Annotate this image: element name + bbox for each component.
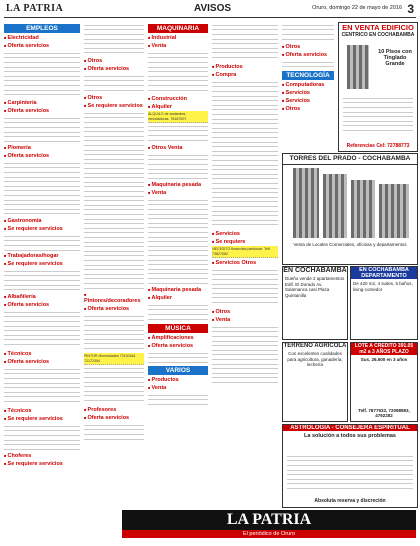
page-number: 3 — [407, 2, 414, 16]
ads-block — [84, 313, 144, 353]
ad-coch2-text: De 420 m2, 4 suites, 5 baños, living-comedor — [353, 281, 413, 292]
subcat-otros-c4: ■ Otros — [212, 309, 278, 315]
subcat-industrial-venta: ■ Venta — [148, 43, 208, 49]
subcat-industrial: ■ Industrial — [148, 35, 208, 41]
subcat-electricidad-oferta: ■ Oferta servicios — [4, 43, 80, 49]
subcat-productos: ■ Productos — [148, 377, 208, 383]
subcat-pintores: ■ Pintores/decoradores — [84, 292, 144, 304]
column-3 — [148, 22, 208, 508]
ads-block — [84, 422, 144, 442]
ads-block — [212, 324, 278, 384]
footer-slogan: El periódico de Oruro — [122, 530, 416, 538]
subcat-otros: ■ Otros — [84, 58, 144, 64]
ad-coch1-title: EN COCHABAMBA — [283, 267, 347, 274]
highlighted-ad: NECESITO financista particular. Telf. 73827082 — [212, 246, 278, 258]
subcat-maq-pesada-alquiler: ■ Alquiler — [148, 295, 208, 301]
ads-block — [287, 453, 413, 489]
ad-lote-text: Sus. 26.500 en 3 años — [360, 357, 408, 362]
subcat-amplificaciones: ■ Amplificaciones — [148, 335, 208, 341]
subcat-productos-c: ■ Productos — [212, 64, 278, 70]
subcat-carpinteria-oferta: ■ Oferta servicios — [4, 108, 80, 114]
subcat-trabajadoras-req: ■ Se requiere servicios — [4, 261, 80, 267]
subcat-amplificaciones-oferta: ■ Oferta servicios — [148, 343, 208, 349]
subcat-maq-pesada: ■ Maquinaria pesada — [148, 182, 208, 188]
subcat-construccion: ■ Construcción — [148, 96, 208, 102]
ads-block — [4, 50, 80, 98]
ads-block — [148, 50, 208, 94]
category-maquinaria: MAQUINARIA — [148, 24, 208, 33]
section-title: AVISOS — [194, 3, 232, 14]
subcat-servicios-otros-c5: ■ Otros — [282, 106, 334, 112]
subcat-construccion-alquiler: ■ Alquiler — [148, 104, 208, 110]
category-varios: VARIOS — [148, 366, 208, 375]
subcat-gastronomia-req: ■ Se requiere servicios — [4, 226, 80, 232]
ads-block — [4, 309, 80, 349]
ads-block — [212, 267, 278, 307]
ad-astro-text: La solución a todos sus problemas — [304, 433, 396, 439]
ad-coch1-text: Dueño vende 2 apartamentos Edif. El Dorado Av. Salamanca casi Plaza Quintanilla — [285, 276, 345, 298]
column-1 — [4, 22, 80, 508]
subcat-electricidad: ■ Electricidad — [4, 35, 80, 41]
subcat-maq-pesada-venta: ■ Venta — [148, 190, 208, 196]
ads-block — [4, 423, 80, 451]
ad-edificio-text: 10 Pisos con Tinglado Grande — [378, 49, 412, 67]
subcat-plomeria: ■ Plomería — [4, 145, 80, 151]
subcat-profesores: ■ Profesores — [84, 407, 144, 413]
column-4 — [212, 22, 278, 508]
subcat-albanileria: ■ Albañilería — [4, 294, 80, 300]
ad-terreno-text: Con excelentes cualidades para agricultura, ganadería, lechería — [287, 351, 343, 367]
ad-torres-title: TORRES DEL PRADO - COCHABAMBA — [283, 154, 417, 165]
subcat-otros-c5: ■ Otros — [282, 44, 334, 50]
subcat-otros-2: ■ Otros — [84, 95, 144, 101]
ads-block — [84, 73, 144, 93]
ads-block — [148, 197, 208, 285]
subcat-gastronomia: ■ Gastronomía — [4, 218, 80, 224]
ads-block — [343, 95, 413, 135]
ad-lote-phone: Telf. 7877933, 72098983, 4792282 — [358, 408, 410, 418]
category-tecnologia: TECNOLOGÍA — [282, 71, 334, 80]
ads-block — [84, 110, 144, 290]
ads-block — [84, 22, 144, 56]
ads-block — [148, 152, 208, 180]
ads-block — [148, 123, 208, 143]
subcat-tecnicos-2: ■ Técnicos — [4, 408, 80, 414]
building-icon — [293, 168, 319, 238]
subcat-pintores-oferta: ■ Oferta servicios — [84, 306, 144, 312]
category-empleos: EMPLEOS — [4, 24, 80, 33]
page-header — [4, 3, 416, 18]
subcat-servicios-req: ■ Se requiere — [212, 239, 278, 245]
building-icon — [351, 180, 375, 238]
column-5 — [282, 22, 334, 150]
subcat-tecnicos-req: ■ Se requiere servicios — [4, 416, 80, 422]
ad-astro-subtitle: Absoluta reserva y discreción — [314, 498, 386, 504]
ad-torres-prado — [282, 153, 418, 265]
subcat-servicios: ■ Servicios — [212, 231, 278, 237]
subcat-computadoras-servicios: ■ Servicios — [282, 90, 334, 96]
ad-lote-title: LOTE A CRÉDITO 391.05 m2 a 3 AÑOS PLAZO — [351, 343, 417, 355]
ads-block — [282, 22, 334, 42]
highlighted-ad: ALQUILO de andamios, mezcladoras. 76167007 — [148, 111, 208, 123]
subcat-plomeria-oferta: ■ Oferta servicios — [4, 153, 80, 159]
ad-edificio-refs: Referencias Cel: 72788773 — [346, 143, 410, 149]
column-2 — [84, 22, 144, 508]
building-icon — [323, 174, 347, 238]
page-footer — [4, 510, 416, 540]
ads-block — [282, 59, 334, 69]
building-icon — [379, 184, 409, 238]
subcat-choferes: ■ Choferes — [4, 453, 80, 459]
subcat-servicios-c5: ■ Servicios — [282, 98, 334, 104]
subcat-carpinteria: ■ Carpintería — [4, 100, 80, 106]
ads-block — [148, 302, 208, 322]
subcat-maq-pesada-2: ■ Maquinaria pesada — [148, 287, 208, 293]
subcat-productos-compra: ■ Compra — [212, 72, 278, 78]
footer-logo: LA PATRIA — [122, 510, 416, 530]
ads-block — [212, 79, 278, 229]
subcat-tecnicos-oferta: ■ Oferta servicios — [4, 359, 80, 365]
building-icon — [343, 45, 373, 89]
ad-edificio-title: EN VENTA EDIFICIO — [342, 23, 414, 32]
category-musica: MÚSICA — [148, 324, 208, 333]
ad-torres-caption: Venta de Locales Comerciales, oficinas y departamentos — [293, 242, 407, 247]
ad-terreno — [282, 342, 348, 422]
subcat-otros-oferta-c5: ■ Oferta servicios — [282, 52, 334, 58]
highlighted-ad: PINTOR diversidades 73100461. 72172354 — [84, 353, 144, 365]
ads-block — [4, 233, 80, 251]
subcat-otros-venta: ■ Otros Venta — [148, 145, 208, 151]
issue-date: Oruro, domingo 22 de mayo de 2016 — [312, 5, 402, 11]
ad-cochabamba-2 — [350, 266, 418, 340]
newspaper-logo: LA PATRIA — [6, 3, 64, 14]
subcat-tecnicos: ■ Técnicos — [4, 351, 80, 357]
ads-block — [4, 268, 80, 292]
subcat-choferes-req: ■ Se requiere servicios — [4, 461, 80, 467]
ads-block — [148, 350, 208, 364]
ad-terreno-title: TERRENO AGRICOLA — [283, 343, 347, 349]
subcat-otros-req: ■ Se requiere servicios — [84, 103, 144, 109]
ads-block — [4, 160, 80, 216]
ads-block — [148, 392, 208, 406]
subcat-servicios-otros: ■ Servicios Otros — [212, 260, 278, 266]
ads-block — [4, 366, 80, 406]
subcat-otros-oferta: ■ Oferta servicios — [84, 66, 144, 72]
ad-lote — [350, 342, 418, 422]
ad-cochabamba-1 — [282, 266, 348, 340]
ad-edificio-subtitle: CENTRICO EN COCHABAMBA — [341, 32, 415, 38]
ad-astro-title: ASTROLOGÍA - CONSEJERA ESPIRITUAL — [283, 425, 417, 431]
ads-block — [4, 115, 80, 143]
subcat-trabajadoras: ■ Trabajadoras/hogar — [4, 253, 80, 259]
ad-edificio — [338, 22, 418, 152]
ads-block — [212, 22, 278, 62]
ad-astrologia — [282, 424, 418, 508]
subcat-albanileria-oferta: ■ Oferta servicios — [4, 302, 80, 308]
subcat-computadoras: ■ Computadoras — [282, 82, 334, 88]
subcat-productos-venta: ■ Venta — [148, 385, 208, 391]
subcat-otros-venta-c4: ■ Venta — [212, 317, 278, 323]
ad-coch2-title: EN COCHABAMBA DEPARTAMENTO — [351, 267, 417, 279]
ads-block — [84, 365, 144, 405]
subcat-profesores-oferta: ■ Oferta servicios — [84, 415, 144, 421]
